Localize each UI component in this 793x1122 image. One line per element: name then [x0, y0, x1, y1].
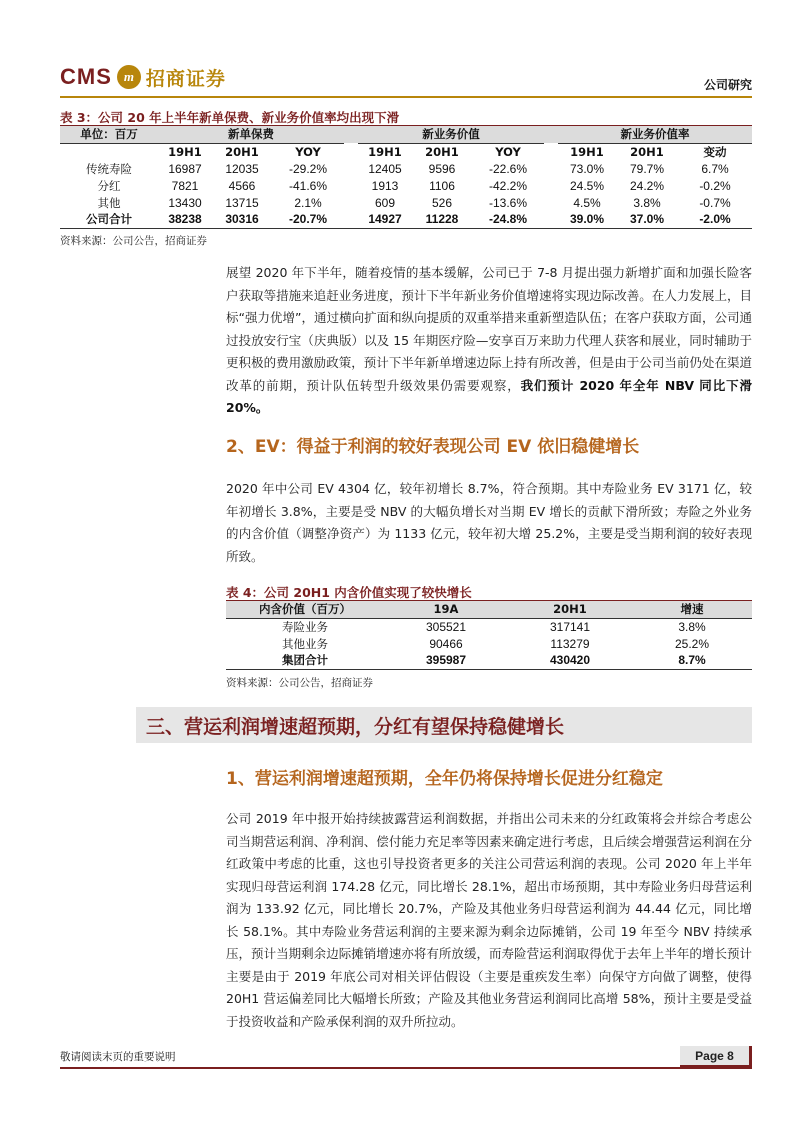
table-cell: 30316	[225, 212, 259, 227]
table-cell: 11228	[425, 212, 459, 227]
company-logo	[60, 62, 226, 92]
page-number: Page 8	[680, 1046, 752, 1068]
table3-row-label: 公司合计	[86, 212, 132, 227]
table-cell: 8.7%	[678, 653, 706, 668]
table4	[226, 601, 752, 670]
outlook-paragraph-text: 展望 2020 年下半年，随着疫情的基本缓解，公司已于 7-8 月提出强力新增扩面和加强长险客户获取等措施来追赶业务进度，预计下半年新业务价值增速将实现边际改善。在人力发展上，目标“强力优增”，通过横向扩面和纵向提质的双重举措来重新塑造队伍；在客户获取方面，公司通过投放安行宝（庆典版）以及 15 年期医疗险—安享百万来助力代理人获客和展业，同时辅助于更积极的费用激励政策，预计下半年新单增速边际上持有所改善，但是由于公司当前仍处在渠道改革的前期，预计队伍转型升级效果仍需要观察，	[226, 265, 752, 393]
table-cell: 24.5%	[569, 178, 605, 193]
operating-profit-heading: 1、营运利润增速超预期，全年仍将保持增长促进分红稳定	[226, 769, 663, 789]
table-cell: 14927	[368, 212, 402, 227]
table-cell: 39.0%	[569, 212, 605, 227]
logo-latin-text: CMS	[60, 64, 112, 89]
table-cell: 305521	[425, 619, 467, 634]
section-banner	[136, 707, 752, 743]
table4-row-label: 集团合计	[282, 653, 328, 668]
table-row	[60, 194, 752, 211]
table-cell: -13.6%	[488, 195, 528, 210]
table-row-total	[60, 211, 752, 228]
table3-source: 资料来源：公司公告，招商证券	[60, 235, 207, 247]
table-cell: -41.6%	[288, 178, 328, 193]
table-cell: -0.2%	[699, 178, 731, 193]
table3-subheader: 19H1	[570, 144, 604, 159]
table3-subheader: YOY	[295, 144, 321, 159]
table-cell: 9596	[428, 161, 456, 176]
table-cell: 24.2%	[629, 178, 665, 193]
table-cell: -0.7%	[699, 195, 731, 210]
table-cell: 609	[374, 195, 396, 210]
table-row	[60, 177, 752, 194]
table3-group-header: 新业务价值	[358, 126, 544, 143]
table-cell: 3.8%	[678, 619, 706, 634]
table3-subheader: 20H1	[425, 144, 459, 159]
table-cell: 7821	[171, 178, 199, 193]
table-cell: 90466	[429, 636, 463, 651]
table4-row-label: 其他业务	[282, 636, 328, 651]
table-row	[60, 160, 752, 177]
table-cell: -24.8%	[488, 212, 528, 227]
footer-divider	[60, 1067, 752, 1069]
table-cell: 3.8%	[633, 195, 661, 210]
table3-group-header: 新单保费	[158, 126, 344, 143]
table-row	[226, 618, 752, 635]
header-divider	[60, 96, 752, 98]
table4-source: 资料来源：公司公告，招商证券	[226, 677, 373, 689]
outlook-paragraph	[226, 262, 752, 420]
table3-subheader: 20H1	[225, 144, 259, 159]
table-cell: 395987	[425, 653, 467, 668]
section-title: 三、营运利润增速超预期，分红有望保持稳健增长	[146, 716, 565, 738]
table-cell: 13430	[168, 195, 202, 210]
table-cell: 113279	[550, 636, 590, 651]
table-cell: 12405	[368, 161, 402, 176]
logo-mark-icon: m	[117, 65, 141, 89]
table-cell: 37.0%	[629, 212, 665, 227]
table-cell: 6.7%	[701, 161, 729, 176]
table-cell: 2.1%	[294, 195, 322, 210]
page-header	[60, 58, 752, 98]
table-cell: 16987	[168, 161, 202, 176]
table4-header-row	[226, 601, 752, 618]
table-cell: 526	[431, 195, 453, 210]
table3-subheader: 19H1	[168, 144, 202, 159]
footer-disclaimer: 敬请阅读末页的重要说明	[60, 1051, 176, 1063]
table-cell: -2.0%	[699, 212, 731, 227]
table4-title: 表 4：公司 20H1 内含价值实现了较快增长	[226, 585, 472, 600]
table4-header: 19A	[384, 601, 508, 618]
table3	[60, 126, 752, 229]
table3-subheader: 变动	[703, 144, 727, 159]
table-row-total	[226, 652, 752, 669]
table-cell: 1913	[371, 178, 399, 193]
table3-subheader: 20H1	[630, 144, 664, 159]
table3-group-header: 新业务价值率	[558, 126, 752, 143]
table-cell: 25.2%	[674, 636, 710, 651]
table-cell: -20.7%	[288, 212, 328, 227]
table4-header: 内含价值（百万）	[226, 601, 384, 618]
logo-chinese-text: 招商证券	[145, 67, 226, 90]
table-cell: 4566	[228, 178, 256, 193]
table3-group-header-row	[60, 126, 752, 143]
operating-profit-paragraph: 公司 2019 年中报开始持续披露营运利润数据，并指出公司未来的分红政策将会并综合考虑公司当期营运利润、净利润、偿付能力充足率等因素来确定进行考虑，且后续会增强营运利润在分红政策中考虑的比重，这也引导投资者更多的关注公司营运利润的表现。公司 2020 年上半年实现归母营运利润 174.28 亿元，同比增长 28.1%，超出市场预期，其中寿险业务归母营运利润为 133.92 亿元，同比增长 20.7%，产险及其他业务归母营运利润为 44.44 亿元，同比增长 58.1%。其中寿险业务营运利润的主要来源为剩余边际摊销，公司 19 年至今 NBV 持续承压，预计当期剩余边际摊销增速亦将有所放缓，而寿险营运利润取得优于去年上半年的增长预计主要是由于 2019 年底公司对相关评估假设（主要是重疾发生率）向保守方向做了调整，使得 20H1 营运偏差同比大幅增长所致；产险及其他业务营运利润同比高增 58%，预计主要是受益于投资收益和产险承保利润的双升所拉动。	[226, 811, 752, 1029]
table-cell: 13715	[225, 195, 259, 210]
table-cell: 4.5%	[573, 195, 601, 210]
table4-row-label: 寿险业务	[282, 619, 328, 634]
table-cell: -29.2%	[288, 161, 328, 176]
table4-header: 20H1	[508, 601, 632, 618]
table3-title: 表 3：公司 20 年上半年新单保费、新业务价值率均出现下滑	[60, 110, 400, 125]
table3-subheader: 19H1	[368, 144, 402, 159]
table-cell: 79.7%	[629, 161, 665, 176]
ev-heading: 2、EV：得益于利润的较好表现公司 EV 依旧稳健增长	[226, 437, 640, 457]
table-cell: 317141	[549, 619, 591, 634]
table-cell: 12035	[225, 161, 259, 176]
table3-row-label: 其他	[97, 195, 121, 210]
table-cell: -42.2%	[488, 178, 528, 193]
table-cell: 430420	[549, 653, 591, 668]
table-cell: 38238	[168, 212, 202, 227]
table3-row-label: 传统寿险	[86, 161, 132, 176]
report-type-label: 公司研究	[703, 78, 752, 92]
table3-subheader: YOY	[495, 144, 521, 159]
table-cell: -22.6%	[488, 161, 528, 176]
table-cell: 1106	[429, 178, 455, 193]
table3-row-label: 分红	[97, 178, 121, 193]
table4-header: 增速	[632, 601, 752, 618]
nbv-forecast-text: 我们预计 2020 年全年 NBV 同比下滑 20%。	[226, 377, 752, 415]
table-row	[226, 635, 752, 652]
table3-subheader-row	[60, 143, 752, 160]
ev-paragraph: 2020 年中公司 EV 4304 亿，较年初增长 8.7%，符合预期。其中寿险业务 EV 3171 亿，较年初增长 3.8%，主要是受 NBV 的大幅负增长对当期 EV 增长的贡献下滑所致；寿险之外业务的内含价值（调整净资产）为 1133 亿元，较年初大增 25.2%，主要是受当期利润的较好表现所致。	[226, 481, 752, 564]
table-cell: 73.0%	[569, 161, 605, 176]
table3-unit-label: 单位：百万	[60, 126, 158, 143]
